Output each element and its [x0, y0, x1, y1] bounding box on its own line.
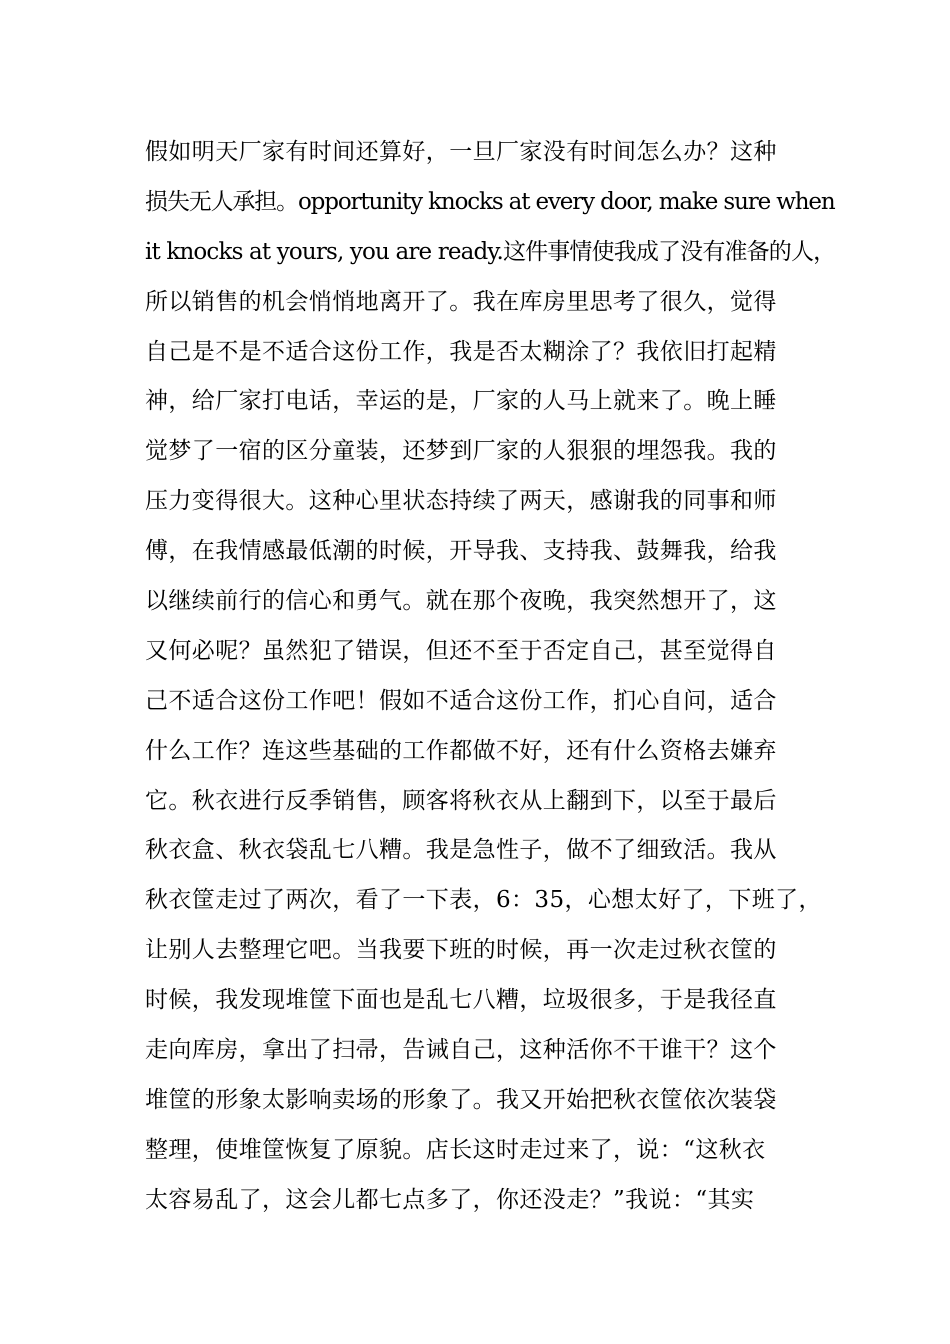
- text-line: 损失无人承担。opportunity knocks at every door, make sure when: [145, 188, 835, 215]
- text-line: 什么工作？连这些基础的工作都做不好，还有什么资格去嫌弃: [145, 737, 777, 764]
- text-line: 傅，在我情感最低潮的时候，开导我、支持我、鼓舞我，给我: [145, 538, 777, 565]
- text-line: 秋衣筐走过了两次，看了一下表，6：35，心想太好了，下班了，: [145, 887, 822, 914]
- text-line: 太容易乱了，这会儿都七点多了，你还没走？”我说：“其实: [145, 1186, 755, 1213]
- text-line: 又何必呢？虽然犯了错误，但还不至于否定自己，甚至觉得自: [145, 637, 777, 664]
- text-line: 假如明天厂家有时间还算好，一旦厂家没有时间怎么办？这种: [145, 139, 777, 165]
- text-line: 神，给厂家打电话，幸运的是，厂家的人马上就来了。晚上睡: [145, 388, 777, 415]
- text-line: 自己是不是不适合这份工作，我是否太糊涂了？我依旧打起精: [145, 338, 777, 365]
- text-line: 所以销售的机会悄悄地离开了。我在库房里思考了很久，觉得: [145, 288, 777, 315]
- text-line: 让别人去整理它吧。当我要下班的时候，再一次走过秋衣筐的: [145, 937, 777, 964]
- text-line: 秋衣盒、秋衣袋乱七八糟。我是急性子，做不了细致活。我从: [145, 837, 777, 864]
- text-line: 时候，我发现堆筐下面也是乱七八糟，垃圾很多，于是我径直: [145, 987, 777, 1014]
- text-line: 走向库房，拿出了扫帚，告诫自己，这种活你不干谁干？这个: [145, 1037, 777, 1064]
- text-line: 己不适合这份工作吧！假如不适合这份工作，扪心自问，适合: [145, 687, 777, 714]
- body-text: [145, 128, 835, 1226]
- text-line: 觉梦了一宿的区分童装，还梦到厂家的人狠狠的埋怨我。我的: [145, 438, 777, 465]
- text-line: it knocks at yours, you are ready.这件事情使我成了没有准备的人，: [145, 238, 836, 265]
- text-line: 整理，使堆筐恢复了原貌。店长这时走过来了，说：“这秋衣: [145, 1136, 766, 1163]
- text-line: 堆筐的形象太影响卖场的形象了。我又开始把秋衣筐依次装袋: [145, 1086, 777, 1113]
- text-line: 它。秋衣进行反季销售，顾客将秋衣从上翻到下，以至于最后: [145, 787, 777, 814]
- text-line: 以继续前行的信心和勇气。就在那个夜晚，我突然想开了，这: [145, 588, 777, 615]
- text-line: 压力变得很大。这种心里状态持续了两天，感谢我的同事和师: [145, 488, 777, 515]
